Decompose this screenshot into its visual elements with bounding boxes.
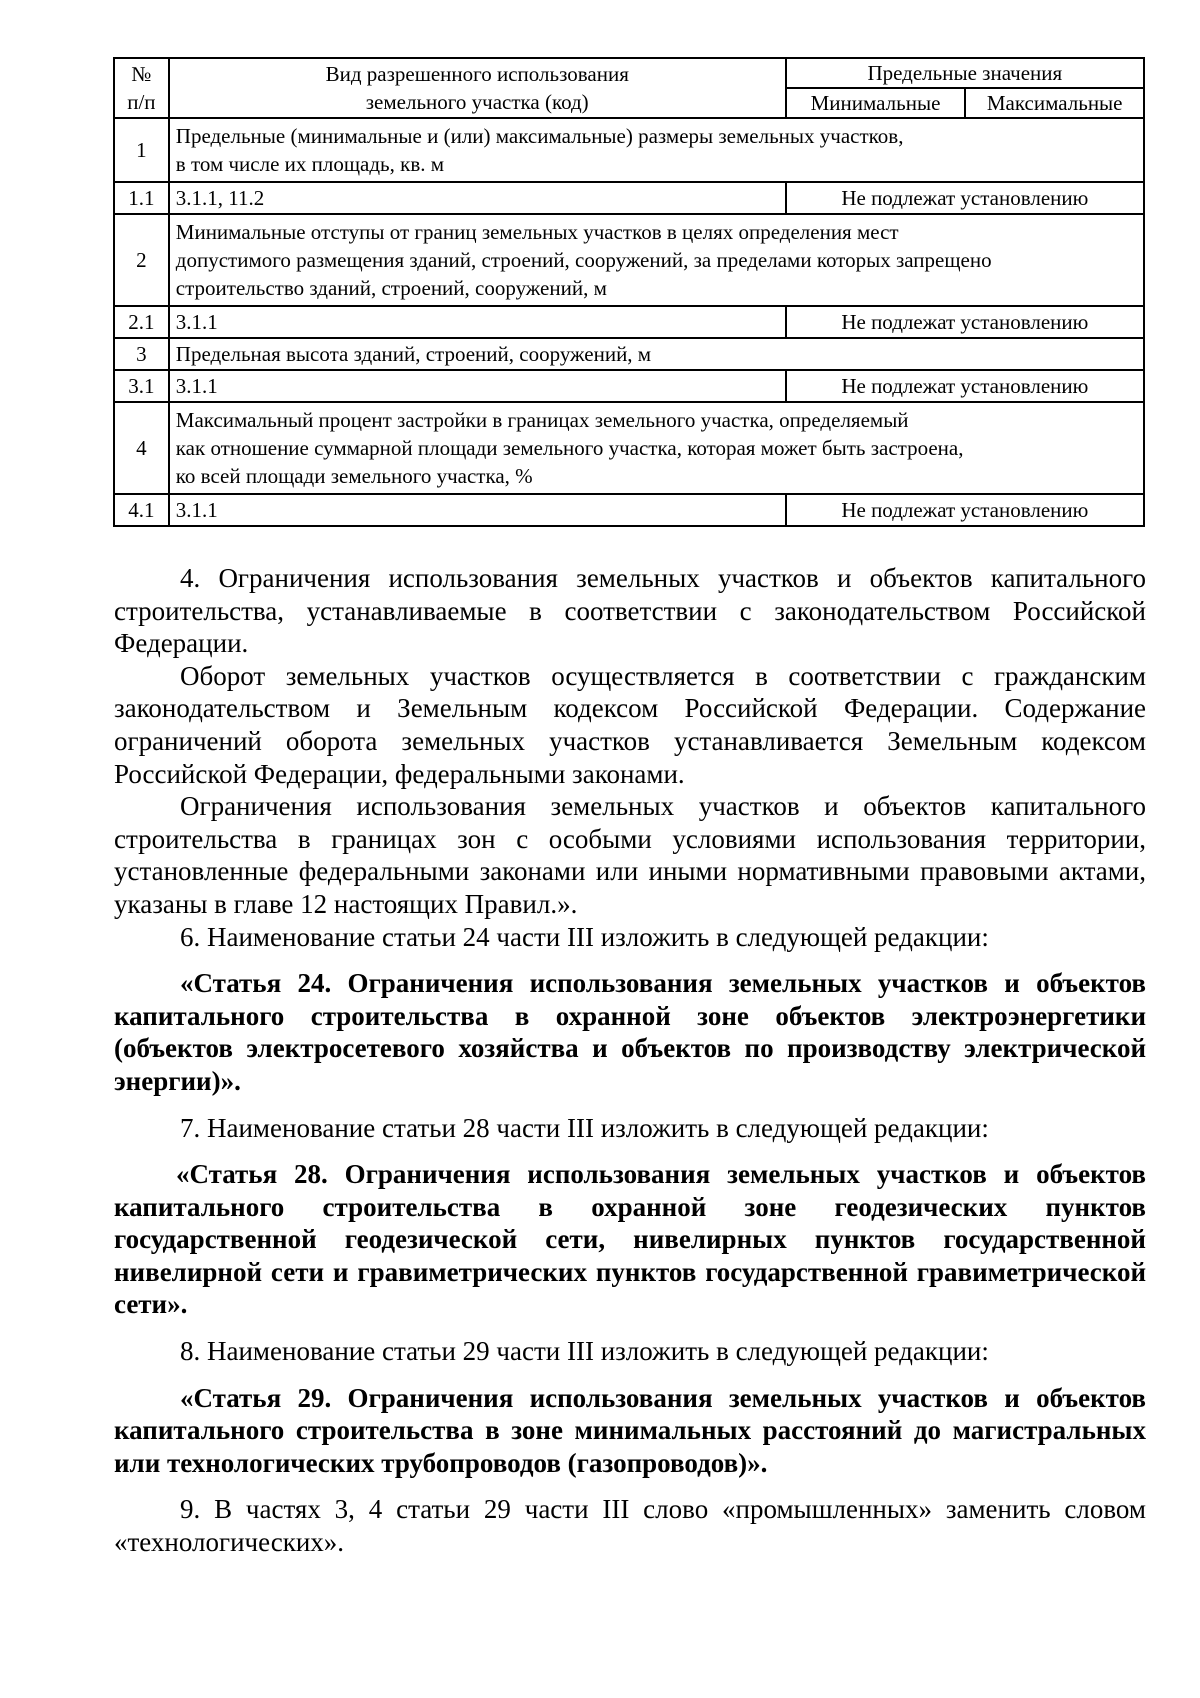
row-text-line: Максимальный процент застройки в границах земельного участка, определяемый [175,408,909,432]
table-row [114,338,1144,370]
row-value: Не подлежат установлению [786,370,1144,402]
paragraph-item-9: 9. В частях 3, 4 статьи 29 части III слово «промышленных» заменить словом «технологических». [114,1494,1146,1558]
row-num: 1.1 [114,182,169,214]
row-num: 3.1 [114,370,169,402]
article-28-title: «Статья 28. Ограничения использования земельных участков и объектов капитального строительства в охранной зоне геодезических пунктов государственной геодезической сети, нивелирных пунктов государственной нивелирной сети и гравиметрических пунктов государственной гравиметрической сети». [114,1159,1146,1320]
article-24-title: «Статья 24. Ограничения использования земельных участков и объектов капитального строительства в охранной зоне объектов электроэнергетики (объектов электросетевого хозяйства и объектов по производству электрической энергии)». [114,968,1146,1096]
header-type-line2: земельного участка (код) [365,90,589,114]
paragraph-item-8: 8. Наименование статьи 29 части III изложить в следующей редакции: [180,1336,989,1367]
header-num-sub: п/п [127,90,156,114]
table-row [114,402,1144,494]
row-text [169,214,1144,306]
table-row [114,494,1144,526]
row-num: 4 [114,402,169,494]
table-row [114,214,1144,306]
row-code: 3.1.1 [169,306,786,338]
row-value: Не подлежат установлению [786,306,1144,338]
row-text: Предельная высота зданий, строений, сооружений, м [169,338,1144,370]
table-header-row [114,58,1144,88]
paragraph-turnover: Оборот земельных участков осуществляется в соответствии с гражданским законодательством и Земельным кодексом Российской Федерации. Содержание ограничений оборота земельных участков устанавливается Земельным кодексом Российской Федерации, федеральными законами. [114,660,1146,789]
limits-table [113,57,1145,527]
table-row [114,118,1144,182]
row-text-line: в том числе их площадь, кв. м [175,152,445,176]
row-text [169,402,1144,494]
row-code: 3.1.1, 11.2 [169,182,786,214]
row-value: Не подлежат установлению [786,182,1144,214]
row-value: Не подлежат установлению [786,494,1144,526]
header-type-line1: Вид разрешенного использования [325,62,629,86]
article-29-title: «Статья 29. Ограничения использования земельных участков и объектов капитального строительства в зоне минимальных расстояний до магистральных или технологических трубопроводов (газопроводов)». [114,1382,1146,1478]
row-text-line: как отношение суммарной площади земельного участка, которая может быть застроена, [175,436,964,460]
row-text-line: ко всей площади земельного участка, % [175,464,533,488]
table-row [114,182,1144,214]
header-num-cell [114,58,169,118]
header-max: Максимальные [965,88,1144,118]
table-row [114,370,1144,402]
row-text [169,118,1144,182]
row-num: 4.1 [114,494,169,526]
row-num: 1 [114,118,169,182]
paragraph-item-4: 4. Ограничения использования земельных участков и объектов капитального строительства, устанавливаемые в соответствии с законодательством Российской Федерации. [114,563,1146,659]
row-text-line: строительство зданий, строений, сооружений, м [175,276,607,300]
table-row [114,306,1144,338]
paragraph-item-6: 6. Наименование статьи 24 части III изложить в следующей редакции: [180,921,989,952]
header-num: № [131,62,152,86]
row-text-line: Минимальные отступы от границ земельных участков в целях определения мест [175,220,899,244]
row-num: 3 [114,338,169,370]
row-num: 2 [114,214,169,306]
row-text-line: допустимого размещения зданий, строений, сооружений, за пределами которых запрещено [175,248,992,272]
body-text [114,562,1146,1559]
row-num: 2.1 [114,306,169,338]
paragraph-item-7: 7. Наименование статьи 28 части III изложить в следующей редакции: [180,1112,989,1143]
row-code: 3.1.1 [169,370,786,402]
row-text-line: Предельные (минимальные и (или) максимальные) размеры земельных участков, [175,124,904,148]
row-code: 3.1.1 [169,494,786,526]
header-limits: Предельные значения [786,58,1144,88]
paragraph-restrictions: Ограничения использования земельных участков и объектов капитального строительства в границах зон с особыми условиями использования территории, установленные федеральными законами или иными нормативными правовыми актами, указаны в главе 12 настоящих Правил.». [114,791,1146,919]
header-min: Минимальные [786,88,966,118]
header-type-cell [169,58,786,118]
